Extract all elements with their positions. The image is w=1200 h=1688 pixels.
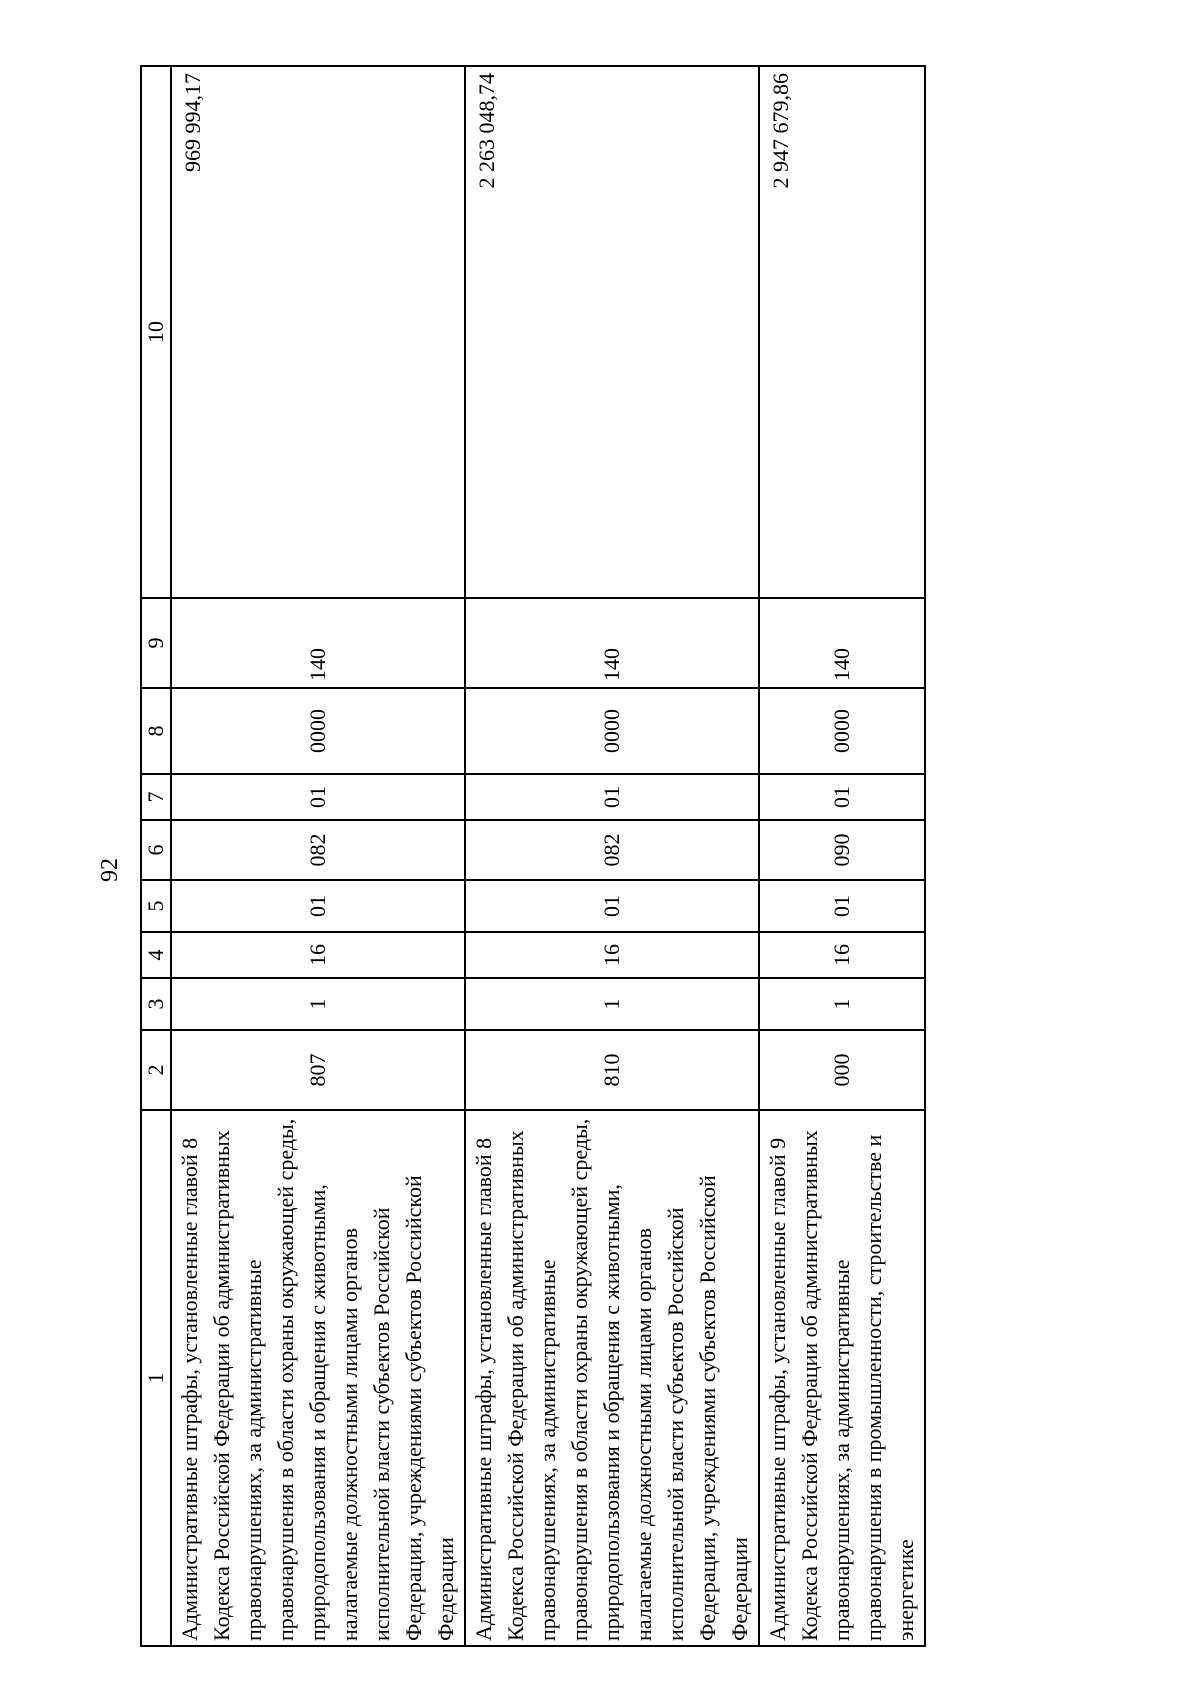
code-cell: 01: [465, 880, 759, 932]
code-cell: 16: [465, 932, 759, 978]
table-row: [171, 66, 465, 1646]
amount-cell: 969 994,17: [171, 66, 465, 598]
code-cell: 1: [465, 978, 759, 1030]
amount-cell: 2 263 048,74: [465, 66, 759, 598]
code-cell: 01: [465, 774, 759, 820]
header-row: [141, 66, 171, 1646]
column-header: 1: [141, 1110, 171, 1646]
column-header: 10: [141, 66, 171, 598]
code-cell: 140: [759, 598, 925, 688]
row-description: Административные штрафы, установленные главой 8 Кодекса Российской Федерации об административных правонарушениях, за административные правонарушения в области охраны окружающей среды, природопользования и обращения с животными, налагаемые должностными лицами органов исполнительной власти субъектов Российской Федерации, учреждениями субъектов Российской Федерации: [465, 1110, 759, 1646]
code-cell: 0000: [171, 688, 465, 774]
code-cell: 082: [465, 820, 759, 880]
code-cell: 1: [171, 978, 465, 1030]
code-cell: 01: [759, 774, 925, 820]
code-cell: 1: [759, 978, 925, 1030]
code-cell: 090: [759, 820, 925, 880]
code-cell: 16: [759, 932, 925, 978]
table-row: [465, 66, 759, 1646]
row-description: Административные штрафы, установленные главой 8 Кодекса Российской Федерации об административных правонарушениях, за административные правонарушения в области охраны окружающей среды, природопользования и обращения с животными, налагаемые должностными лицами органов исполнительной власти субъектов Российской Федерации, учреждениями субъектов Российской Федерации: [171, 1110, 465, 1646]
code-cell: 0000: [759, 688, 925, 774]
column-header: 7: [141, 774, 171, 820]
code-cell: 140: [465, 598, 759, 688]
column-header: 8: [141, 688, 171, 774]
table-row: [759, 66, 925, 1646]
column-header: 9: [141, 598, 171, 688]
code-cell: 0000: [465, 688, 759, 774]
amount-cell: 2 947 679,86: [759, 66, 925, 598]
row-description: Административные штрафы, установленные главой 9 Кодекса Российской Федерации об административных правонарушениях, за административные правонарушения в промышленности, строительстве и энергетике: [759, 1110, 925, 1646]
table-container: [140, 67, 918, 1647]
code-cell: 01: [171, 774, 465, 820]
code-cell: 810: [465, 1030, 759, 1110]
page-number: 92: [97, 858, 123, 882]
code-cell: 000: [759, 1030, 925, 1110]
column-header: 6: [141, 820, 171, 880]
code-cell: 01: [759, 880, 925, 932]
code-cell: 082: [171, 820, 465, 880]
code-cell: 01: [171, 880, 465, 932]
code-cell: 16: [171, 932, 465, 978]
column-header: 3: [141, 978, 171, 1030]
column-header: 2: [141, 1030, 171, 1110]
column-header: 4: [141, 932, 171, 978]
code-cell: 807: [171, 1030, 465, 1110]
column-header: 5: [141, 880, 171, 932]
code-cell: 140: [171, 598, 465, 688]
revenue-table: [140, 65, 926, 1647]
